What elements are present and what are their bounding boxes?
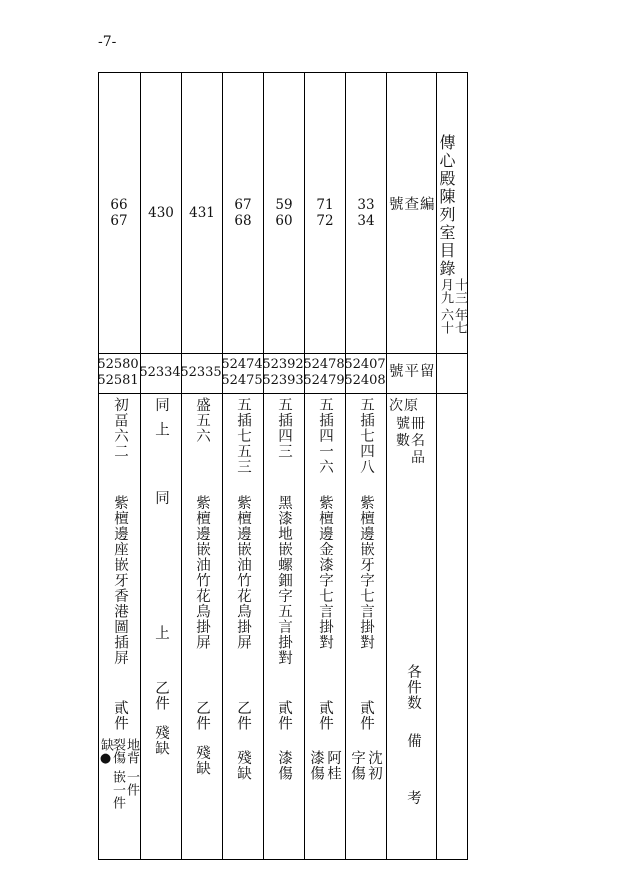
item-note: 缺● — [98, 738, 113, 766]
remarks-label-c: 考 — [405, 790, 421, 806]
item-note: 殘缺 — [235, 750, 251, 781]
row-divider — [98, 353, 468, 354]
reserve-no: 52580 52581 — [97, 357, 139, 388]
item-count: 貳件 — [112, 700, 128, 731]
col-divider — [386, 72, 387, 860]
remarks-label-a: 各件数 — [405, 664, 421, 711]
reserve-no: 52335 — [180, 365, 222, 380]
col-divider — [181, 72, 182, 860]
col-divider — [222, 72, 223, 860]
inventory-no: 71 72 — [316, 197, 334, 229]
item-note: 嵌一件 — [110, 770, 125, 809]
catalog-title: 傳心殿陳列室目錄 — [437, 134, 456, 278]
orig-number: 五插四三 — [276, 397, 292, 459]
item-note: 裂傷 — [110, 738, 125, 764]
item-count: 乙件 — [235, 700, 251, 731]
orig-number: 盛五六 — [194, 397, 210, 444]
inventory-no: 66 67 — [110, 197, 128, 229]
item-note: 字傷 — [349, 750, 365, 781]
item-name: 紫檀邊嵌牙字七言掛對 — [358, 495, 374, 650]
item-name: 同 — [153, 490, 169, 506]
orig-number: 五插七四八 — [358, 397, 374, 475]
compile-date: 十三 — [452, 278, 467, 304]
orig-label-d: 品 — [411, 450, 426, 466]
reserve-no: 52334 — [139, 365, 181, 380]
inventory-no: 430 — [148, 205, 174, 221]
compile-date: 月九 — [438, 278, 453, 304]
reserve-no: 52407 52408 — [344, 357, 386, 388]
inventory-no: 33 34 — [357, 197, 375, 229]
item-note: 漆傷 — [276, 750, 292, 781]
item-count: 乙件 — [153, 680, 169, 711]
item-name: 紫檀邊座嵌牙香港圖插屏 — [112, 495, 128, 666]
item-name: 紫檀邊金漆字七言掛對 — [317, 495, 333, 650]
item-note: 漆傷 — [308, 750, 324, 781]
item-note: 沈初 — [366, 750, 382, 781]
reserve-no: 52478 52479 — [303, 357, 345, 388]
orig-label-c: 數名 — [396, 433, 426, 449]
inventory-no-label: 號查編 — [389, 197, 436, 213]
inventory-no: 59 60 — [275, 197, 293, 229]
item-name: 上 — [153, 625, 169, 641]
orig-number: 五插七五三 — [235, 397, 251, 475]
col-divider — [345, 72, 346, 860]
page-number: -7- — [98, 34, 117, 50]
item-note: 地背 — [124, 738, 139, 764]
inventory-no: 67 68 — [234, 197, 252, 229]
row-divider — [98, 393, 468, 394]
orig-number: 初畐六二 — [112, 397, 128, 459]
compile-date: 六十 — [438, 308, 453, 334]
item-name: 黑漆地嵌螺鈿字五言掛對 — [276, 495, 292, 666]
item-name: 紫檀邊嵌油竹花鳥掛屏 — [235, 495, 251, 650]
item-note: 殘缺 — [194, 745, 210, 776]
orig-label-a: 次原 — [389, 398, 419, 414]
item-count: 乙件 — [194, 700, 210, 731]
col-divider — [304, 72, 305, 860]
col-divider — [263, 72, 264, 860]
reserve-no: 52392 52393 — [262, 357, 304, 388]
item-count: 貳件 — [317, 700, 333, 731]
item-count: 貳件 — [358, 700, 374, 731]
item-note: 阿桂 — [325, 750, 341, 781]
item-note: 一件 — [124, 770, 139, 796]
reserve-no: 52474 52475 — [221, 357, 263, 388]
inventory-no: 431 — [189, 205, 215, 221]
item-name: 紫檀邊嵌油竹花鳥掛屏 — [194, 495, 210, 650]
item-count: 貳件 — [276, 700, 292, 731]
reserve-no-label: 號平留 — [389, 364, 436, 380]
compile-date: 年七 — [452, 308, 467, 334]
orig-label-b: 號冊 — [396, 416, 426, 432]
orig-number: 同上 — [153, 397, 169, 446]
remarks-label-b: 備 — [405, 733, 421, 749]
orig-number: 五插四一六 — [317, 397, 333, 475]
item-note: 殘缺 — [153, 725, 169, 756]
col-divider — [140, 72, 141, 860]
